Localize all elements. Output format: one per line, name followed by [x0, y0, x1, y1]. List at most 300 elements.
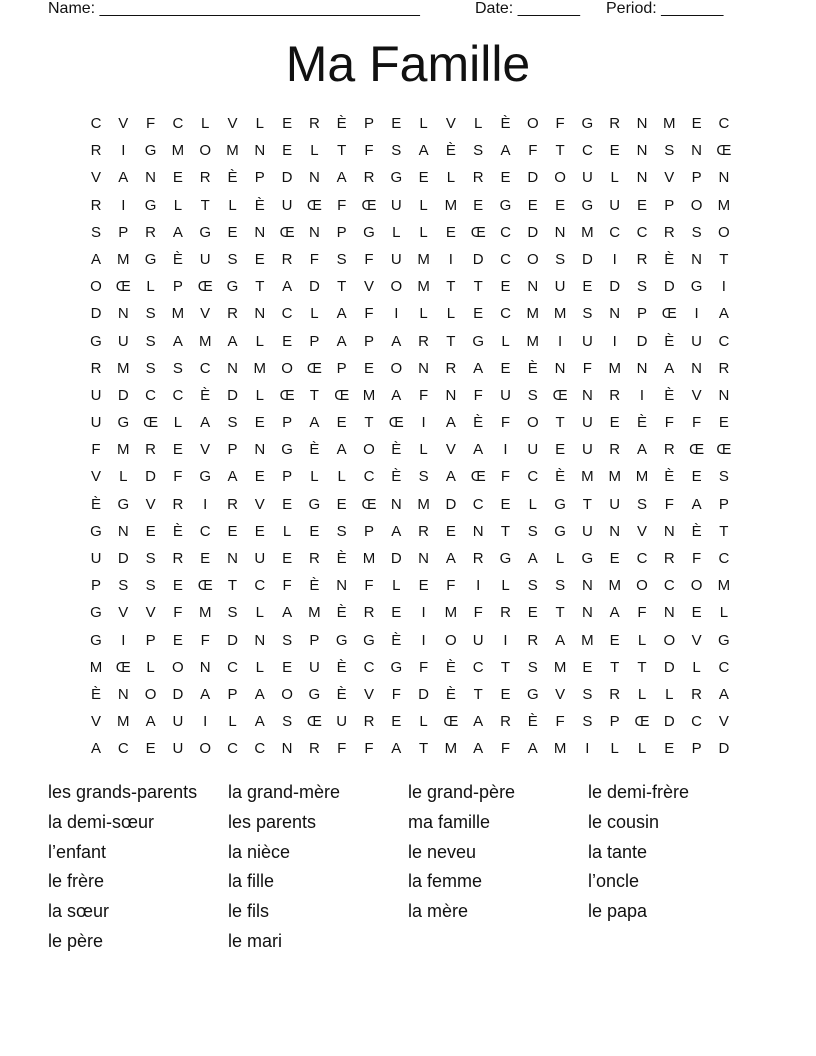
word-bank-item: ma famille	[408, 811, 491, 832]
grid-letter: Œ	[361, 196, 377, 214]
grid-letter: A	[555, 631, 566, 649]
grid-letter: È	[664, 386, 675, 404]
grid-letter: E	[172, 577, 183, 595]
grid-letter: C	[663, 577, 675, 595]
grid-letter: E	[609, 142, 620, 160]
grid-letter: R	[636, 250, 648, 268]
grid-letter: G	[690, 278, 703, 296]
grid-row	[84, 686, 744, 713]
grid-letter: E	[336, 414, 347, 432]
grid-letter: E	[254, 250, 265, 268]
grid-letter: D	[663, 278, 675, 296]
grid-letter: O	[663, 631, 676, 649]
grid-letter: L	[228, 713, 237, 731]
grid-letter: P	[254, 169, 265, 187]
grid-letter: E	[609, 550, 620, 567]
grid-letter: E	[172, 631, 183, 649]
grid-letter: S	[336, 250, 347, 268]
grid-letter: G	[117, 495, 130, 513]
grid-letter: C	[500, 305, 511, 323]
grid-letter: C	[691, 713, 703, 731]
grid-letter: M	[553, 305, 567, 323]
grid-letter: P	[609, 713, 620, 731]
grid-row	[84, 305, 744, 332]
grid-letter: N	[254, 142, 266, 160]
grid-letter: A	[664, 359, 675, 377]
grid-letter: S	[90, 223, 101, 241]
grid-letter: A	[391, 522, 402, 540]
grid-letter: O	[281, 685, 293, 703]
grid-letter: È	[309, 577, 320, 595]
grid-letter: O	[390, 359, 403, 377]
grid-letter: Œ	[334, 386, 350, 404]
grid-letter: L	[419, 441, 428, 459]
grid-letter: I	[612, 250, 617, 268]
grid-letter: M	[362, 386, 376, 404]
grid-letter: L	[419, 713, 428, 731]
grid-letter: F	[555, 713, 565, 731]
grid-letter: G	[90, 522, 102, 540]
grid-letter: Œ	[197, 577, 213, 595]
grid-row	[84, 659, 744, 686]
grid-letter: V	[363, 278, 374, 296]
grid-letter: È	[664, 250, 675, 268]
grid-letter: I	[639, 386, 645, 404]
grid-row	[84, 387, 744, 414]
grid-letter: M	[444, 604, 458, 622]
grid-letter: G	[390, 658, 403, 676]
grid-letter: È	[391, 468, 402, 486]
grid-letter: G	[90, 604, 102, 622]
grid-letter: D	[145, 468, 157, 486]
grid-letter: È	[391, 441, 402, 459]
grid-letter: G	[499, 550, 512, 567]
grid-letter: U	[500, 386, 511, 404]
grid-letter: F	[364, 142, 374, 160]
grid-letter: R	[145, 441, 157, 459]
grid-letter: È	[555, 468, 566, 486]
grid-letter: O	[554, 169, 566, 187]
grid-letter: F	[91, 441, 101, 459]
grid-letter: T	[200, 196, 210, 214]
grid-letter: M	[117, 441, 130, 459]
grid-letter: R	[609, 441, 621, 459]
grid-letter: D	[663, 658, 675, 676]
grid-letter: I	[421, 604, 426, 622]
grid-letter: Œ	[552, 386, 568, 404]
grid-letter: E	[473, 196, 484, 214]
grid-letter: S	[282, 631, 293, 649]
grid-letter: R	[609, 115, 621, 132]
grid-letter: F	[637, 604, 647, 622]
grid-letter: V	[691, 631, 702, 649]
grid-letter: L	[637, 740, 647, 758]
grid-letter: L	[419, 305, 428, 323]
grid-letter: U	[527, 441, 539, 459]
grid-row	[84, 713, 744, 740]
grid-letter: G	[144, 142, 157, 160]
grid-letter: U	[472, 631, 484, 649]
grid-letter: M	[417, 278, 430, 296]
grid-letter: D	[117, 550, 129, 567]
grid-letter: T	[582, 495, 592, 513]
grid-letter: G	[308, 685, 321, 703]
grid-letter: P	[664, 196, 675, 214]
grid-letter: R	[500, 604, 511, 622]
grid-letter: G	[281, 441, 293, 459]
grid-letter: E	[418, 169, 429, 187]
grid-letter: F	[146, 115, 156, 132]
grid-letter: I	[694, 305, 699, 323]
grid-letter: N	[445, 386, 457, 404]
grid-letter: D	[718, 740, 730, 758]
grid-letter: F	[692, 550, 702, 567]
grid-letter: M	[717, 577, 731, 595]
word-bank-item: le père	[48, 931, 104, 951]
grid-letter: M	[417, 495, 430, 513]
grid-row	[84, 333, 744, 360]
grid-letter: E	[664, 740, 675, 758]
grid-letter: È	[391, 631, 402, 649]
grid-letter: N	[663, 604, 675, 622]
grid-letter: T	[719, 522, 729, 540]
grid-letter: L	[310, 305, 319, 323]
grid-letter: G	[199, 468, 212, 486]
grid-letter: È	[90, 495, 101, 513]
grid-letter: U	[581, 441, 593, 459]
grid-letter: I	[121, 142, 126, 160]
grid-letter: R	[418, 522, 430, 540]
grid-letter: N	[254, 631, 266, 649]
grid-letter: A	[336, 332, 347, 350]
grid-letter: U	[581, 522, 593, 540]
grid-letter: Œ	[470, 223, 486, 241]
grid-letter: V	[363, 685, 374, 703]
grid-letter: F	[391, 685, 401, 703]
grid-letter: M	[444, 740, 458, 758]
word-bank-item: les parents	[228, 811, 317, 832]
grid-row	[84, 632, 744, 659]
grid-letter: T	[364, 414, 374, 432]
grid-letter: F	[173, 468, 183, 486]
grid-letter: D	[172, 685, 184, 703]
grid-letter: R	[308, 550, 320, 567]
grid-letter: E	[254, 468, 265, 486]
grid-letter: L	[446, 305, 456, 323]
grid-row	[84, 441, 744, 468]
grid-row	[84, 197, 744, 224]
grid-letter: N	[418, 550, 430, 567]
grid-letter: R	[472, 550, 484, 567]
grid-letter: F	[173, 604, 183, 622]
grid-letter: I	[203, 495, 208, 513]
period-field-label: Period: _______	[606, 0, 724, 17]
grid-letter: A	[473, 441, 484, 459]
grid-letter: G	[335, 631, 348, 649]
grid-letter: M	[417, 250, 430, 268]
grid-row	[84, 577, 744, 604]
grid-letter: N	[609, 305, 621, 323]
grid-letter: L	[146, 278, 155, 296]
grid-letter: F	[309, 250, 319, 268]
grid-letter: S	[172, 359, 183, 377]
grid-row	[84, 468, 744, 495]
word-bank-item: le grand-père	[408, 782, 516, 802]
grid-letter: A	[527, 740, 538, 758]
grid-letter: A	[718, 685, 729, 703]
grid-letter: L	[255, 115, 264, 132]
grid-letter: S	[227, 414, 238, 432]
grid-letter: Œ	[306, 713, 322, 731]
grid-letter: Œ	[361, 495, 377, 513]
grid-letter: S	[582, 713, 593, 731]
grid-letter: P	[227, 685, 238, 703]
grid-letter: N	[227, 359, 238, 377]
grid-letter: L	[528, 495, 537, 513]
grid-letter: A	[254, 713, 265, 731]
word-bank-item: la fille	[228, 871, 275, 892]
grid-letter: E	[145, 740, 156, 758]
grid-letter: È	[336, 685, 347, 703]
grid-letter: V	[118, 604, 129, 622]
grid-letter: E	[473, 305, 484, 323]
grid-letter: E	[445, 522, 456, 540]
grid-letter: C	[145, 386, 157, 404]
grid-letter: F	[419, 386, 429, 404]
grid-letter: C	[281, 305, 293, 323]
grid-letter: S	[636, 495, 647, 513]
grid-letter: G	[499, 196, 512, 214]
grid-letter: A	[282, 604, 293, 622]
word-bank-item: la sœur	[48, 901, 110, 922]
word-bank-item: le cousin	[588, 811, 660, 832]
grid-letter: C	[718, 115, 730, 132]
grid-letter: P	[363, 115, 374, 132]
grid-letter: P	[227, 441, 238, 459]
grid-letter: C	[472, 495, 484, 513]
grid-letter: U	[90, 414, 102, 432]
grid-letter: R	[363, 713, 375, 731]
grid-letter: V	[664, 169, 675, 187]
grid-letter: E	[500, 495, 511, 513]
grid-letter: P	[718, 495, 729, 513]
grid-letter: S	[145, 332, 156, 350]
grid-letter: M	[444, 196, 458, 214]
grid-letter: È	[445, 658, 456, 676]
grid-letter: U	[281, 196, 293, 214]
grid-letter: V	[90, 169, 101, 187]
grid-letter: E	[418, 577, 429, 595]
grid-letter: G	[363, 631, 375, 649]
grid-letter: S	[582, 685, 593, 703]
grid-letter: M	[89, 658, 103, 676]
grid-letter: O	[526, 250, 539, 268]
grid-letter: O	[199, 142, 212, 160]
grid-letter: E	[282, 658, 293, 676]
grid-letter: È	[172, 522, 183, 540]
grid-letter: N	[718, 386, 730, 404]
grid-letter: N	[308, 169, 320, 187]
grid-letter: L	[337, 468, 346, 486]
grid-letter: O	[445, 631, 457, 649]
grid-letter: A	[90, 740, 101, 758]
grid-letter: E	[500, 278, 511, 296]
grid-letter: U	[581, 414, 593, 432]
grid-row	[84, 224, 744, 251]
grid-letter: M	[663, 115, 676, 132]
grid-letter: G	[390, 169, 403, 187]
grid-letter: A	[309, 414, 320, 432]
grid-letter: S	[664, 142, 675, 160]
grid-letter: V	[636, 522, 647, 540]
grid-letter: U	[90, 550, 102, 567]
grid-letter: C	[581, 142, 593, 160]
grid-letter: A	[418, 142, 429, 160]
grid-letter: U	[336, 713, 348, 731]
grid-letter: M	[117, 250, 130, 268]
grid-letter: D	[609, 278, 621, 296]
grid-letter: C	[472, 658, 484, 676]
grid-letter: Œ	[634, 713, 650, 731]
word-bank-item: la mère	[408, 901, 469, 922]
grid-letter: U	[199, 250, 211, 268]
grid-letter: C	[172, 115, 184, 132]
grid-letter: T	[337, 278, 347, 296]
grid-letter: E	[527, 604, 538, 622]
grid-row	[84, 169, 744, 196]
grid-letter: L	[201, 115, 210, 132]
grid-letter: L	[173, 414, 183, 432]
grid-letter: N	[691, 250, 703, 268]
grid-letter: R	[609, 386, 621, 404]
grid-letter: D	[472, 250, 484, 268]
grid-letter: T	[227, 577, 238, 595]
grid-letter: E	[254, 522, 265, 540]
word-bank-item: la femme	[408, 871, 483, 892]
grid-letter: R	[418, 332, 430, 350]
grid-letter: C	[500, 223, 511, 241]
grid-letter: M	[635, 468, 649, 486]
grid-letter: P	[636, 305, 647, 323]
grid-letter: S	[118, 577, 129, 595]
grid-letter: A	[227, 468, 238, 486]
grid-letter: A	[90, 250, 101, 268]
grid-letter: N	[636, 142, 648, 160]
grid-letter: E	[609, 414, 620, 432]
grid-letter: È	[636, 414, 647, 432]
grid-letter: T	[419, 740, 429, 758]
grid-letter: M	[526, 305, 540, 323]
grid-letter: Œ	[470, 468, 486, 486]
grid-row	[84, 142, 744, 169]
grid-letter: E	[582, 278, 593, 296]
grid-letter: I	[503, 441, 508, 459]
grid-letter: A	[636, 441, 647, 459]
grid-row	[84, 115, 744, 142]
grid-letter: G	[526, 685, 539, 703]
grid-letter: S	[527, 577, 538, 595]
grid-letter: E	[227, 223, 238, 241]
grid-letter: N	[636, 359, 648, 377]
grid-letter: F	[500, 740, 511, 758]
grid-letter: E	[691, 468, 702, 486]
grid-letter: S	[145, 577, 156, 595]
grid-letter: È	[473, 414, 484, 432]
grid-letter: P	[145, 631, 156, 649]
grid-letter: N	[390, 495, 402, 513]
grid-letter: P	[336, 359, 347, 377]
grid-letter: G	[554, 495, 566, 513]
grid-letter: V	[718, 713, 729, 731]
grid-letter: I	[448, 250, 453, 268]
grid-letter: G	[472, 332, 485, 350]
grid-letter: I	[585, 740, 590, 758]
grid-letter: F	[473, 604, 483, 622]
grid-letter: U	[581, 332, 593, 350]
grid-letter: A	[718, 305, 729, 323]
word-bank-item: la demi-sœur	[48, 811, 155, 832]
grid-letter: S	[636, 278, 647, 296]
grid-letter: N	[636, 169, 648, 187]
grid-letter: A	[473, 359, 484, 377]
grid-letter: N	[663, 522, 675, 540]
grid-letter: V	[90, 713, 101, 731]
grid-letter: È	[254, 196, 265, 214]
grid-letter: R	[609, 685, 621, 703]
grid-letter: R	[308, 115, 320, 132]
word-bank-item: les grands-parents	[48, 782, 198, 802]
grid-letter: I	[394, 305, 399, 323]
grid-letter: F	[446, 577, 456, 595]
grid-letter: N	[472, 522, 484, 540]
grid-letter: E	[145, 522, 156, 540]
grid-letter: N	[254, 441, 266, 459]
grid-letter: R	[145, 223, 157, 241]
grid-letter: M	[226, 142, 239, 160]
grid-letter: A	[200, 685, 211, 703]
grid-letter: G	[363, 223, 375, 241]
grid-letter: È	[664, 332, 675, 350]
grid-letter: L	[255, 386, 264, 404]
word-bank-item: la tante	[588, 841, 648, 862]
grid-letter: C	[199, 522, 211, 540]
grid-letter: L	[392, 223, 401, 241]
grid-letter: F	[337, 740, 347, 758]
grid-letter: N	[254, 305, 266, 323]
grid-letter: I	[203, 713, 208, 731]
grid-letter: E	[309, 522, 320, 540]
grid-letter: R	[445, 359, 457, 377]
grid-letter: E	[391, 604, 402, 622]
grid-letter: M	[253, 359, 267, 377]
grid-letter: C	[718, 550, 730, 567]
grid-letter: L	[610, 169, 619, 187]
grid-letter: U	[691, 332, 703, 350]
grid-letter: L	[419, 115, 428, 132]
grid-letter: Œ	[689, 441, 705, 459]
grid-letter: S	[691, 223, 702, 241]
grid-letter: U	[390, 250, 402, 268]
grid-letter: E	[445, 223, 456, 241]
grid-letter: G	[554, 522, 566, 540]
grid-letter: D	[418, 685, 430, 703]
grid-letter: O	[718, 223, 730, 241]
grid-letter: L	[310, 142, 319, 160]
grid-letter: P	[363, 522, 374, 540]
grid-letter: T	[555, 142, 565, 160]
grid-letter: M	[362, 550, 376, 567]
grid-letter: G	[90, 631, 102, 649]
